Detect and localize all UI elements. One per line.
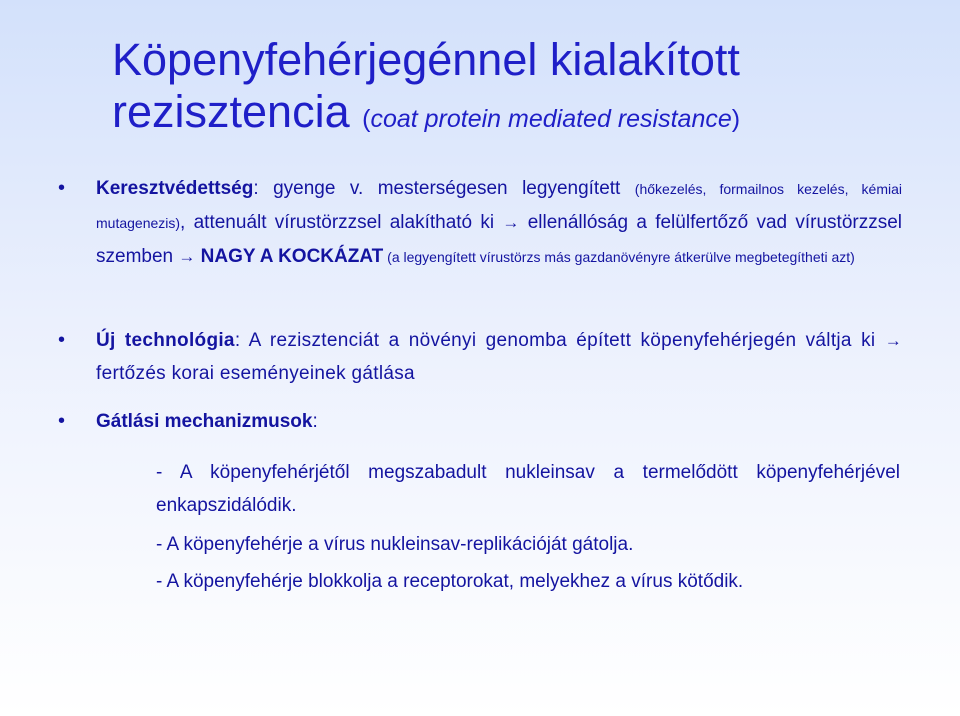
sublist-item: - A köpenyfehérjétől megszabadult nukleinsav a termelődött köpenyfehérjével enkapszidálódik.	[156, 462, 900, 516]
title-line1: Köpenyfehérjegénnel kialakított	[112, 34, 740, 85]
bullet-new-technology	[96, 324, 902, 390]
right-arrow-icon: →	[178, 247, 196, 266]
title-paren-open: (	[362, 105, 371, 133]
bullet-text: ellenállóság a felülfertőző vad vírustörzzsel szemben	[96, 212, 902, 267]
bullet-text: : gyenge v. mesterségesen legyengített	[253, 178, 635, 199]
bullet-text: , attenuált vírustörzzsel alakítható ki	[180, 212, 503, 233]
bullet-cross-protection	[96, 172, 902, 274]
sublist-item: - A köpenyfehérje a vírus nukleinsav-replikációját gátolja.	[156, 534, 634, 555]
right-arrow-icon: →	[884, 331, 902, 350]
bullet-text: : A rezisztenciát a növényi genomba épített köpenyfehérjegén váltja ki	[234, 330, 885, 351]
bullet-strong: NAGY A KOCKÁZAT	[200, 246, 384, 267]
title-main-word: rezisztencia	[112, 86, 350, 137]
bullet-text: fertőzés korai eseményeinek gátlása	[96, 363, 415, 384]
sublist-item: - A köpenyfehérje blokkolja a receptorokat, melyekhez a vírus kötődik.	[156, 571, 744, 592]
title-line2	[112, 86, 912, 145]
title-paren-close: )	[731, 105, 741, 133]
bullet-mechanisms	[96, 405, 902, 438]
title-english-subtitle: coat protein mediated resistance	[370, 105, 732, 133]
slide-title	[112, 34, 912, 145]
right-arrow-icon: →	[502, 213, 520, 232]
bullet-text: :	[312, 411, 318, 432]
bullet-small-note: (a legyengített vírustörzs más gazdanövényre átkerülve megbetegítheti azt)	[383, 249, 855, 265]
bullet-term: Gátlási mechanizmusok	[96, 411, 313, 432]
bullet-term: Keresztvédettség	[96, 178, 254, 199]
bullet-term: Új technológia	[96, 330, 235, 351]
bullet-small-note: (hőkezelés, formailnos kezelés, kémiai mutagenezis)	[96, 181, 903, 231]
